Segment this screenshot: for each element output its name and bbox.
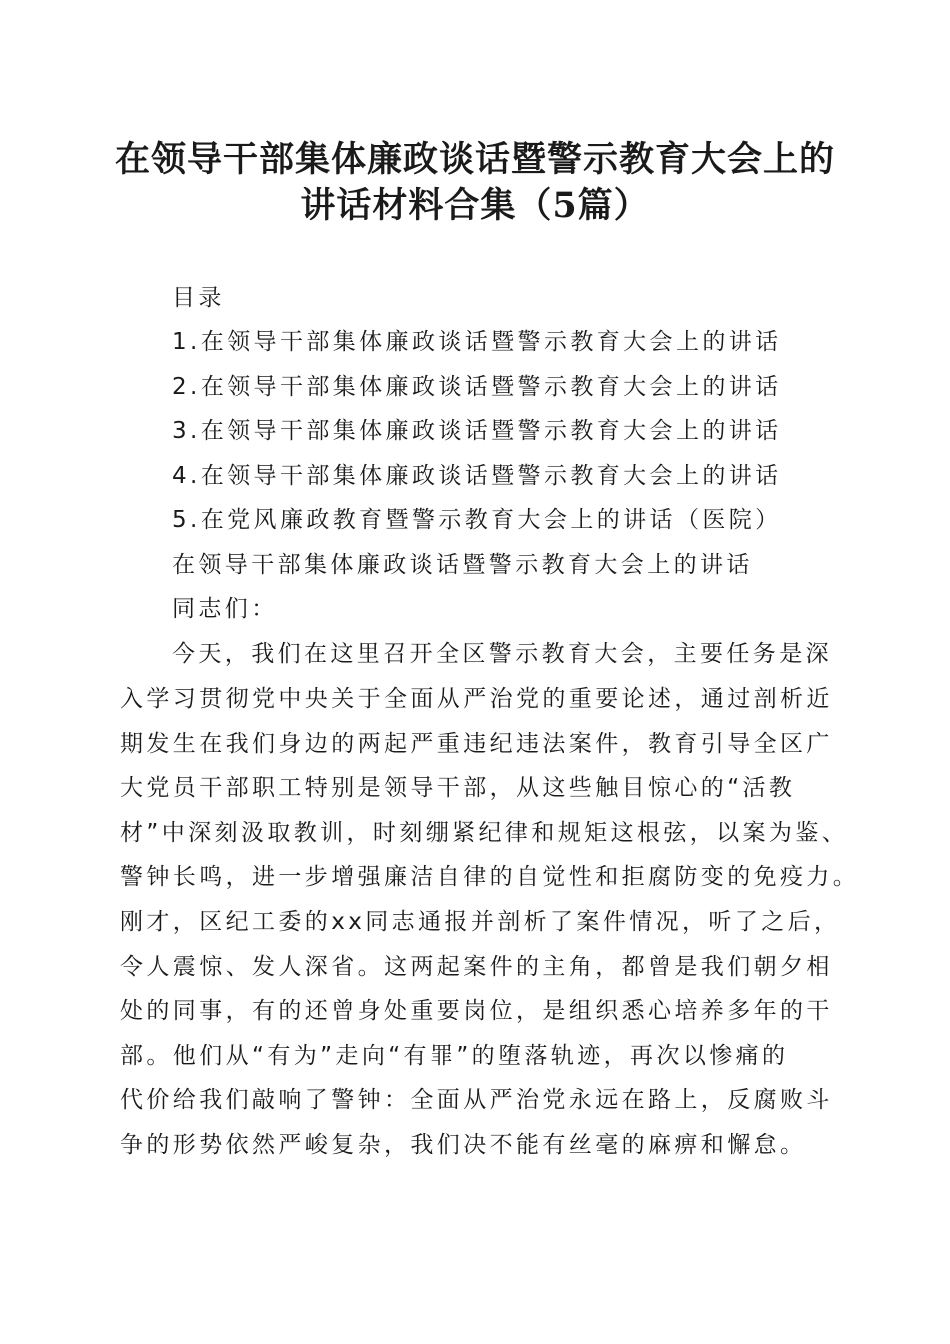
toc-item-5: 5.在党风廉政教育暨警示教育大会上的讲话（医院）: [172, 507, 782, 533]
paragraph-line: 处的同事，有的还曾身处重要岗位，是组织悉心培养多年的干: [120, 998, 833, 1024]
toc-item-2: 2.在领导干部集体廉政谈话暨警示教育大会上的讲话: [172, 374, 782, 400]
toc-item-3: 3.在领导干部集体廉政谈话暨警示教育大会上的讲话: [172, 418, 782, 444]
paragraph-line: 警钟长鸣，进一步增强廉洁自律的自觉性和拒腐防变的免疫力。: [120, 864, 860, 890]
paragraph-line: 今天，我们在这里召开全区警示教育大会，主要任务是深: [172, 641, 832, 667]
toc-item-4: 4.在领导干部集体廉政谈话暨警示教育大会上的讲话: [172, 463, 782, 489]
paragraph-line: 争的形势依然严峻复杂，我们决不能有丝毫的麻痹和懈怠。: [120, 1132, 807, 1158]
speech-salutation: 同志们：: [172, 596, 278, 622]
paragraph-line: 大党员干部职工特别是领导干部，从这些触目惊心的“活教: [120, 775, 796, 801]
paragraph-line: 部。他们从“有为”走向“有罪”的堕落轨迹，再次以惨痛的: [120, 1043, 789, 1069]
paragraph-line: 入学习贯彻党中央关于全面从严治党的重要论述，通过剖析近: [120, 686, 833, 712]
paragraph-line: 令人震惊、发人深省。这两起案件的主角，都曾是我们朝夕相: [120, 954, 833, 980]
document-title-line-2: 讲话材料合集（5篇）: [300, 185, 650, 226]
paragraph-line: 刚才，区纪工委的xx同志通报并剖析了案件情况，听了之后，: [120, 909, 841, 935]
toc-heading: 目录: [172, 285, 225, 311]
paragraph-line: 材”中深刻汲取教训，时刻绷紧纪律和规矩这根弦，以案为鉴、: [120, 820, 849, 846]
paragraph-line: 期发生在我们身边的两起严重违纪违法案件，教育引导全区广: [120, 731, 833, 757]
toc-item-1: 1.在领导干部集体廉政谈话暨警示教育大会上的讲话: [172, 329, 782, 355]
document-title-line-1: 在领导干部集体廉政谈话暨警示教育大会上的: [114, 139, 835, 180]
paragraph-line: 代价给我们敲响了警钟：全面从严治党永远在路上，反腐败斗: [120, 1087, 833, 1113]
speech-title: 在领导干部集体廉政谈话暨警示教育大会上的讲话: [172, 552, 753, 578]
